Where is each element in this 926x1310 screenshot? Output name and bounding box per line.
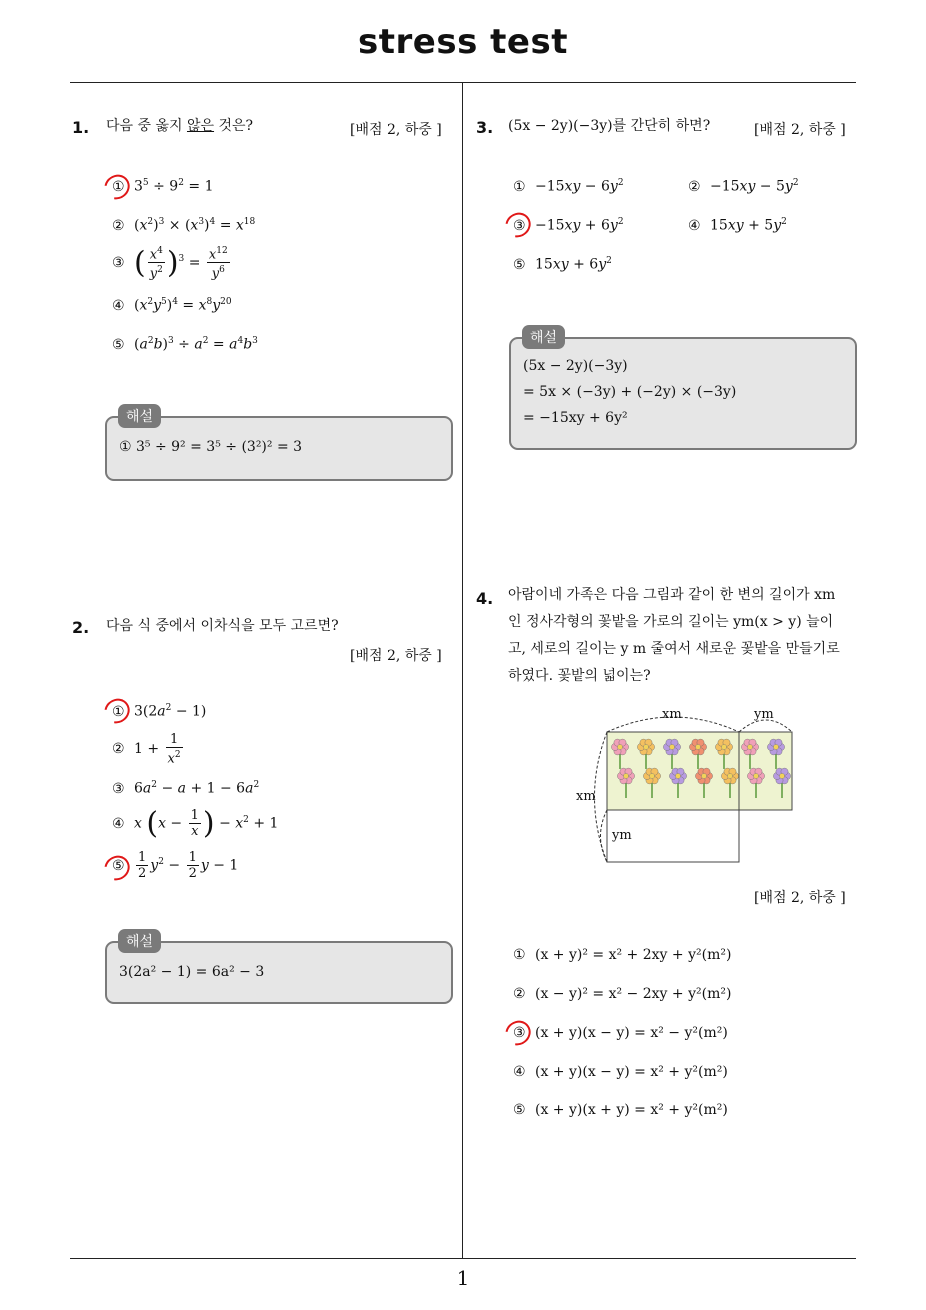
- q4-option-3[interactable]: ③ (x + y)(x − y) = x² − y²(m²): [513, 1025, 728, 1041]
- column-divider: [462, 82, 463, 1258]
- answer-circle-mark: [500, 1016, 535, 1051]
- question-2-text: 다음 식 중에서 이차식을 모두 고르면?: [106, 618, 339, 634]
- q4-option-2[interactable]: ② (x − y)² = x² − 2xy + y²(m²): [513, 986, 732, 1002]
- q3-solution-label: 해설: [522, 325, 565, 349]
- q1-option-5[interactable]: ⑤ $(a^2b)^3 \div a^2 = a^4b^3$: [112, 336, 258, 353]
- q3-option-5[interactable]: ⑤ $15xy + 6y^2$: [513, 256, 612, 273]
- flower-garden-figure: [580, 700, 800, 870]
- q1-solution-text: ① 3⁵ ÷ 9² = 3⁵ ÷ (3²)² = 3: [119, 439, 303, 455]
- q4-option-5[interactable]: ⑤ (x + y)(x + y) = x² + y²(m²): [513, 1102, 728, 1118]
- q2-solution-text: 3(2a² − 1) = 6a² − 3: [119, 964, 265, 980]
- fig-label-left-x: xm: [576, 789, 596, 804]
- q3-option-3[interactable]: ③ $-15xy + 6y^2$: [513, 217, 624, 234]
- answer-circle-mark: [99, 170, 134, 205]
- q2-option-5[interactable]: ⑤ $\frac{1}{2}$ $y^2$ − $\frac{1}{2}$ y − 1: [112, 850, 239, 881]
- q1-option-2[interactable]: ② $(x^2)^3 \times (x^3)^4 = x^{18}$: [112, 217, 256, 234]
- q4-line-2: 인 정사각형의 꽃밭을 가로의 길이는 ym(x > y) 늘이: [508, 614, 834, 630]
- fig-label-top-y: ym: [754, 707, 774, 722]
- fig-label-top-x: xm: [662, 707, 682, 722]
- q3-solution-line-1: (5x − 2y)(−3y): [523, 358, 628, 374]
- q4-line-4: 하였다. 꽃밭의 넓이는?: [508, 668, 651, 684]
- q3-solution-line-3: = −15xy + 6y²: [523, 410, 628, 426]
- q1-option-4[interactable]: ④ $(x^2y^5)^4 = x^8y^{20}$: [112, 297, 232, 314]
- q2-option-2[interactable]: ② 1 + $\frac{1}{x^2}$: [112, 732, 181, 767]
- q2-option-1[interactable]: ① $3(2a^2 - 1)$: [112, 703, 207, 720]
- answer-circle-mark: [500, 208, 535, 243]
- q2-option-3[interactable]: ③ $6a^2 - a + 1 - 6a^2$: [112, 780, 260, 797]
- q3-solution-line-2: = 5x × (−3y) + (−2y) × (−3y): [523, 384, 737, 400]
- q4-line-3: 고, 세로의 길이는 y m 줄여서 새로운 꽃밭을 만들기로: [508, 641, 840, 657]
- question-4-text: [508, 582, 860, 690]
- question-4-number: 4.: [476, 589, 494, 608]
- question-1-text: 다음 중 옳지 않은 것은?: [106, 118, 254, 134]
- footer-rule: [70, 1258, 856, 1259]
- question-2-score: [배점 2, 하중 ]: [350, 648, 442, 664]
- q1-option-3[interactable]: ③ ( $\frac{x^4}{y^2}$ )$^3$ = $\frac{x^{12}}{y^6}$: [112, 245, 228, 282]
- q3-solution-box: [509, 337, 857, 450]
- q4-option-1[interactable]: ① (x + y)² = x² + 2xy + y²(m²): [513, 947, 732, 963]
- fig-label-left-y: ym: [612, 828, 632, 843]
- q3-option-2[interactable]: ② $-15xy - 5y^2$: [688, 178, 799, 195]
- q2-solution-label: 해설: [118, 929, 161, 953]
- question-1-score: [배점 2, 하중 ]: [350, 122, 442, 138]
- page-title: stress test: [358, 22, 568, 62]
- q1-option-1[interactable]: ① $3^5 \div 9^2 = 1$: [112, 178, 214, 195]
- question-3-score: [배점 2, 하중 ]: [754, 122, 846, 138]
- question-1-number: 1.: [72, 118, 90, 137]
- q3-option-1[interactable]: ① $-15xy - 6y^2$: [513, 178, 624, 195]
- q2-option-4[interactable]: ④ x (x − $\frac{1}{x}$ ) − $x^2 + 1$: [112, 806, 279, 841]
- header-rule: [70, 82, 856, 83]
- answer-circle-mark: [99, 694, 134, 729]
- question-4-score: [배점 2, 하중 ]: [754, 890, 846, 906]
- q1-solution-label: 해설: [118, 404, 161, 428]
- question-3-text: (5x − 2y)(−3y)를 간단히 하면?: [508, 118, 711, 134]
- question-2-number: 2.: [72, 618, 90, 637]
- q4-line-1: 아람이네 가족은 다음 그림과 같이 한 변의 길이가 xm: [508, 587, 836, 603]
- q4-option-4[interactable]: ④ (x + y)(x − y) = x² + y²(m²): [513, 1064, 728, 1080]
- q3-option-4[interactable]: ④ $15xy + 5y^2$: [688, 217, 787, 234]
- question-3-number: 3.: [476, 118, 494, 137]
- page-number: 1: [456, 1266, 470, 1290]
